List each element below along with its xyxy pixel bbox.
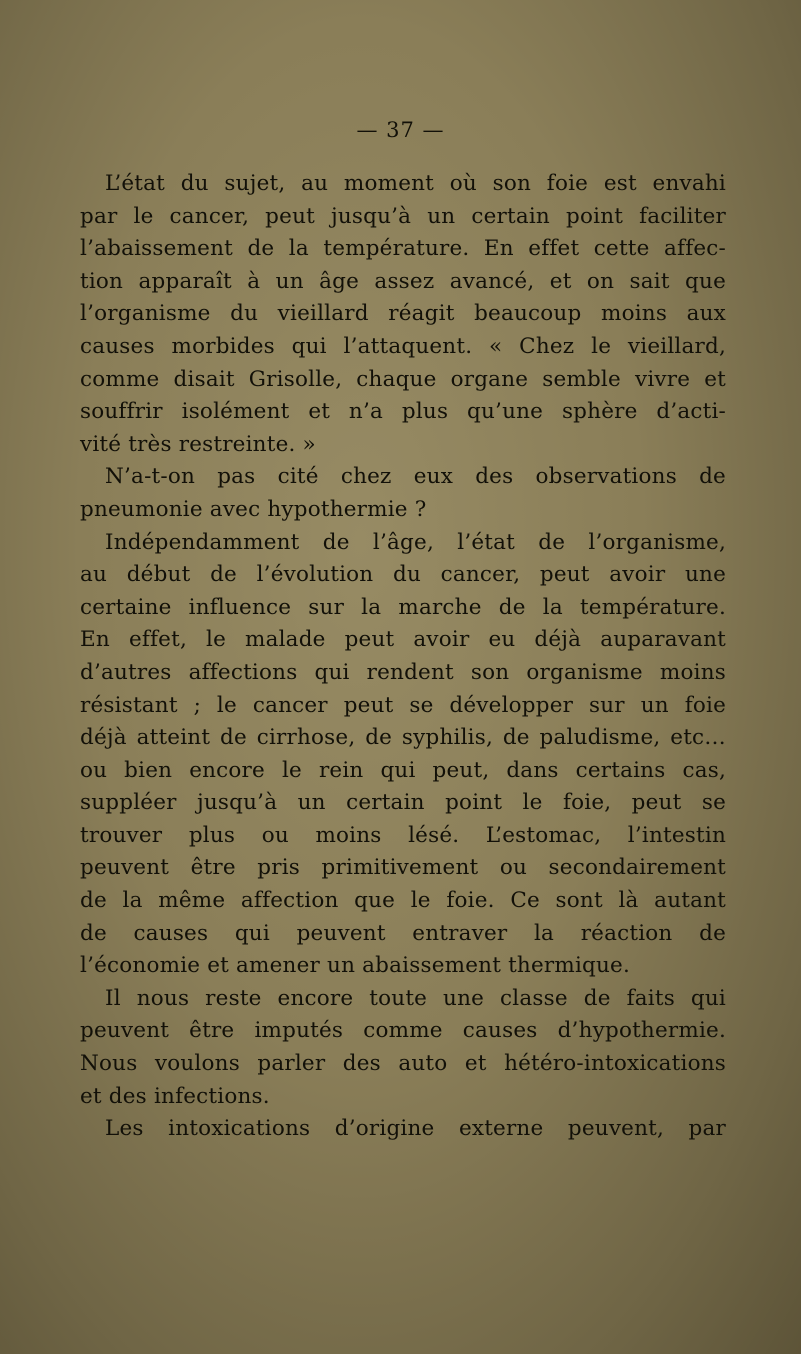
text-line: Indépendamment de l’âge, l’état de l’organisme, — [105, 529, 726, 555]
text-line: souffrir isolément et n’a plus qu’une sphère d’acti- — [80, 399, 726, 425]
text-line: au début de l’évolution du cancer, peut avoir une — [80, 562, 726, 588]
text-line: et des infections. — [80, 1083, 270, 1109]
text-line: peuvent être pris primitivement ou secondairement — [80, 855, 726, 881]
text-line: l’organisme du vieillard réagit beaucoup moins aux — [80, 301, 726, 327]
text-line: ou bien encore le rein qui peut, dans certains cas, — [80, 757, 726, 783]
text-line: Nous voulons parler des auto et hétéro-intoxications — [80, 1051, 726, 1077]
text-line: Il nous reste encore toute une classe de faits qui — [105, 985, 726, 1011]
text-line: de la même affection que le foie. Ce sont là autant — [80, 888, 726, 914]
text-line: trouver plus ou moins lésé. L’estomac, l’intestin — [80, 822, 726, 848]
text-line: vité très restreinte. » — [80, 431, 316, 457]
text-line: d’autres affections qui rendent son organisme moins — [80, 659, 726, 685]
text-line: N’a-t-on pas cité chez eux des observations de — [105, 464, 726, 490]
text-line: suppléer jusqu’à un certain point le foie, peut se — [80, 790, 726, 816]
body-text — [80, 168, 726, 1146]
text-line: En effet, le malade peut avoir eu déjà auparavant — [80, 627, 726, 653]
text-line: L’état du sujet, au moment où son foie est envahi — [105, 171, 726, 196]
text-line: peuvent être imputés comme causes d’hypothermie. — [80, 1018, 726, 1044]
text-line: par le cancer, peut jusqu’à un certain point faciliter — [80, 203, 726, 229]
text-line: déjà atteint de cirrhose, de syphilis, de paludisme, etc… — [80, 725, 726, 751]
text-line: de causes qui peuvent entraver la réaction de — [80, 920, 726, 946]
text-line: l’économie et amener un abaissement thermique. — [80, 953, 630, 979]
text-line: l’abaissement de la température. En effet cette affec- — [80, 236, 726, 262]
text-line: Les intoxications d’origine externe peuvent, par — [105, 1116, 726, 1142]
text-line: certaine influence sur la marche de la température. — [80, 594, 726, 620]
text-line: tion apparaît à un âge assez avancé, et on sait que — [80, 268, 726, 294]
text-line: comme disait Grisolle, chaque organe semble vivre et — [80, 366, 726, 392]
text-line: pneumonie avec hypothermie ? — [80, 496, 427, 522]
text-line: résistant ; le cancer peut se développer sur un foie — [80, 692, 726, 718]
page-number: — 37 — — [356, 118, 445, 142]
text-line: causes morbides qui l’attaquent. « Chez le vieillard, — [80, 333, 726, 359]
